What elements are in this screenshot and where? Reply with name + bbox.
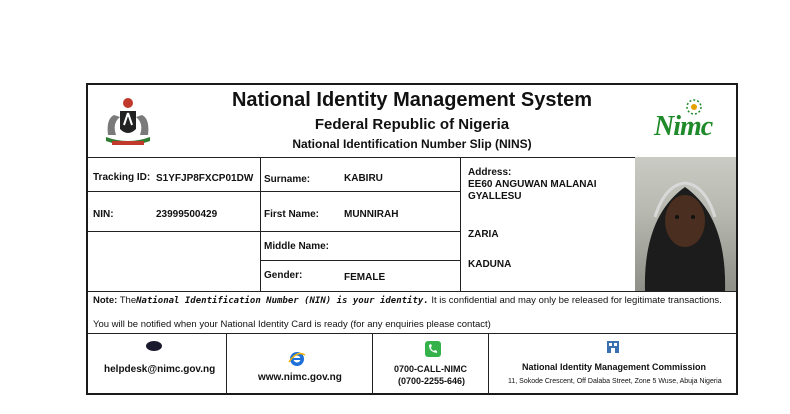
- grid-divider: [460, 157, 461, 291]
- tracking-id-label: Tracking ID:: [93, 172, 151, 183]
- grid-divider: [88, 191, 460, 192]
- phone-number[interactable]: (0700-2255-646): [398, 376, 466, 386]
- grid-divider: [260, 260, 460, 261]
- grid-divider: [260, 231, 460, 232]
- note-rest: It is confidential and may only be released for legitimate transactions.: [431, 295, 722, 306]
- first-name-value: MUNNIRAH: [344, 209, 399, 220]
- gender-label: Gender:: [264, 270, 303, 281]
- footer-divider: [488, 334, 489, 394]
- phone-icon: [424, 340, 442, 358]
- helpdesk-email-link[interactable]: helpdesk@nimc.gov.ng: [104, 364, 216, 375]
- grid-divider: [260, 157, 261, 291]
- portrait-image: [635, 157, 736, 291]
- address-city: ZARIA: [468, 229, 499, 240]
- holder-photo: [635, 157, 736, 291]
- address-line2: GYALLESU: [468, 191, 522, 202]
- note-lead: The: [119, 295, 137, 306]
- page-subtitle: Federal Republic of Nigeria: [314, 116, 510, 133]
- slip-header: [88, 85, 736, 158]
- gender-value: FEMALE: [344, 272, 386, 283]
- internet-explorer-icon: [288, 350, 306, 368]
- address-line1: EE60 ANGUWAN MALANAI: [468, 179, 597, 190]
- commission-address: 11, Sokode Crescent, Off Dalaba Street, Zone 5 Wuse, Abuja Nigeria: [508, 378, 722, 385]
- building-icon: [606, 340, 620, 354]
- grid-divider: [88, 231, 260, 232]
- contact-footer: [88, 333, 736, 394]
- tracking-id-value: S1YFJP8FXCP01DW: [156, 173, 254, 184]
- website-link[interactable]: www.nimc.gov.ng: [258, 372, 342, 383]
- first-name-label: First Name:: [264, 209, 320, 220]
- note-line: [93, 295, 722, 306]
- address-state: KADUNA: [468, 259, 512, 270]
- nimc-logo-text: Nimc: [654, 111, 713, 142]
- email-icon: [144, 340, 164, 352]
- nin-slip: [86, 83, 738, 395]
- address-label: Address:: [468, 167, 512, 178]
- footer-divider: [372, 334, 373, 394]
- commission-name: National Identity Management Commission: [522, 362, 707, 372]
- phone-name[interactable]: 0700-CALL-NIMC: [394, 364, 468, 374]
- notification-line: You will be notified when your National Identity Card is ready (for any enquiries please contact): [93, 319, 491, 330]
- footer-divider: [226, 334, 227, 394]
- nin-label: NIN:: [93, 209, 114, 220]
- nin-value: 23999500429: [156, 209, 218, 220]
- note-emphasis: National Identification Number (NIN) is your identity.: [136, 296, 429, 306]
- middle-name-label: Middle Name:: [264, 241, 330, 252]
- slip-title: National Identification Number Slip (NINS): [292, 137, 532, 151]
- surname-value: KABIRU: [344, 173, 383, 184]
- page-title: National Identity Management System: [231, 89, 593, 111]
- surname-label: Surname:: [264, 174, 311, 185]
- note-prefix: Note:: [93, 295, 118, 306]
- identity-details: [88, 157, 736, 292]
